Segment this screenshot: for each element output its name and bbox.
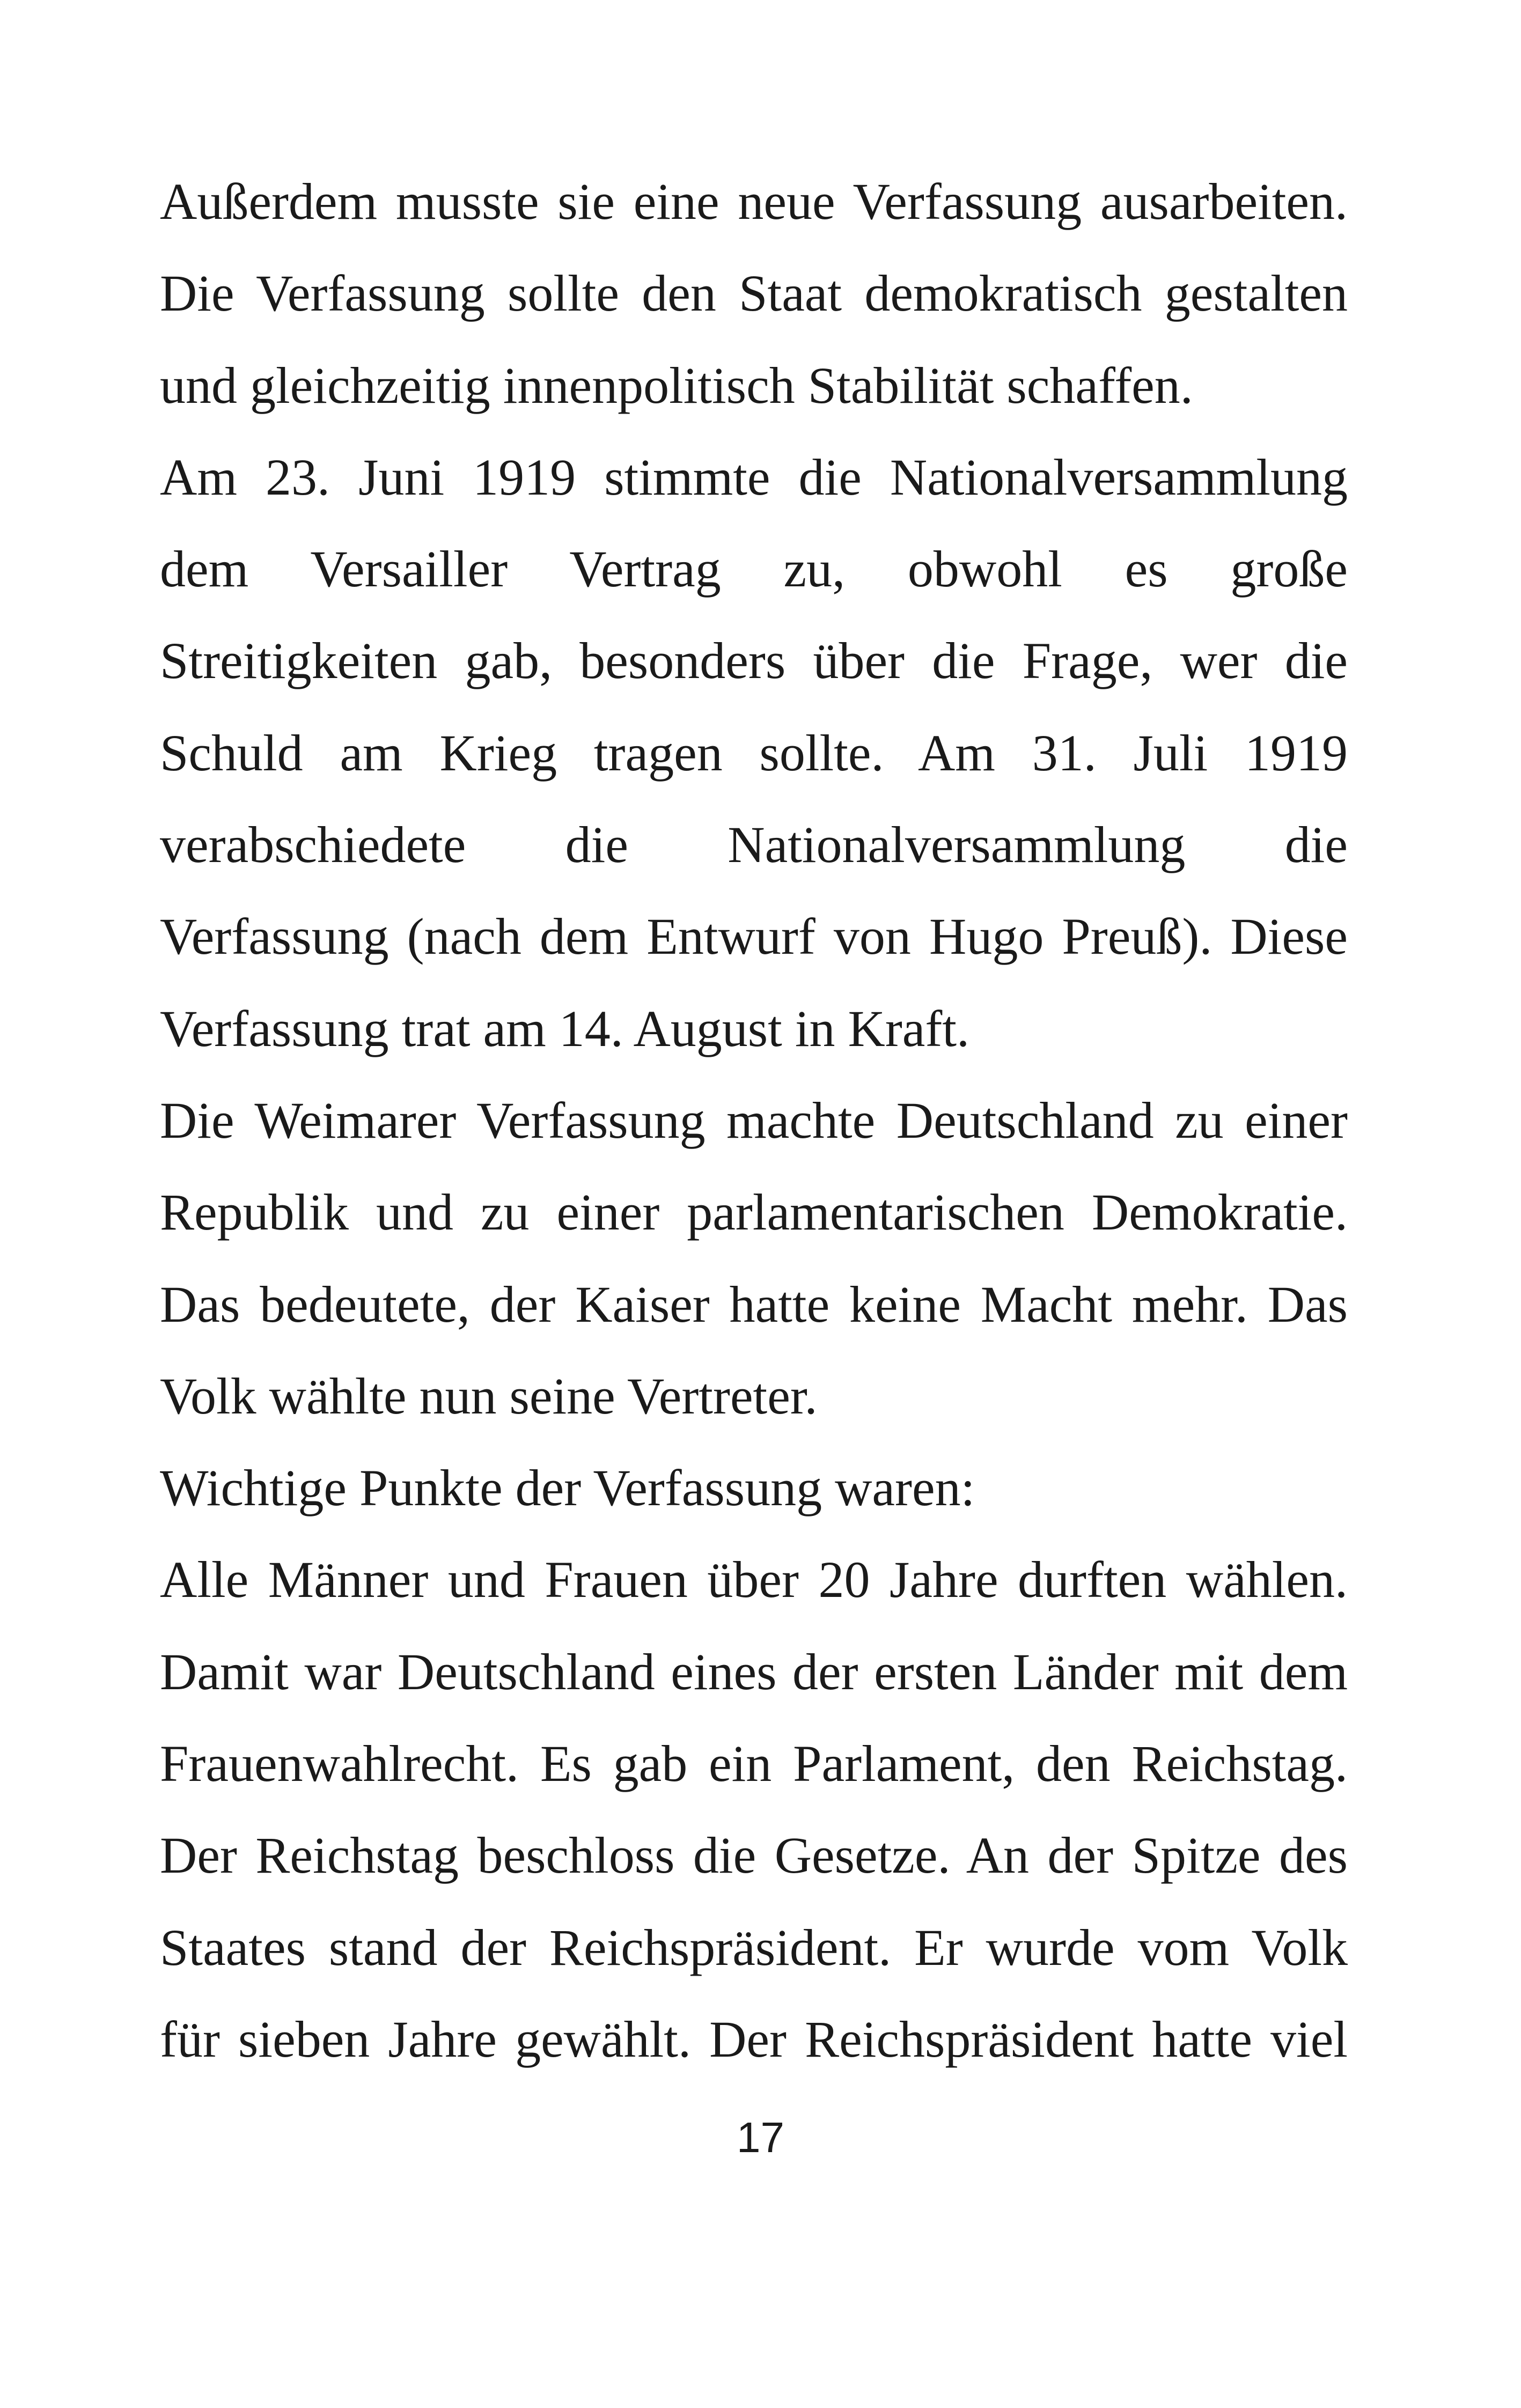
text-line: Republik und zu einer parlamentarischen Demokratie. [160,1183,1348,1241]
text-line: Das bedeutete, der Kaiser hatte keine Macht mehr. Das [160,1275,1348,1333]
text-line: Die Verfassung sollte den Staat demokratisch gestalten [160,264,1348,322]
text-line: Am 23. Juni 1919 stimmte die Nationalversammlung [160,448,1348,506]
text-line: Damit war Deutschland eines der ersten Länder mit dem [160,1643,1348,1700]
text-line: verabschiedete die Nationalversammlung die [160,816,1348,874]
text-line: Schuld am Krieg tragen sollte. Am 31. Juli 1919 [160,724,1348,782]
text-line: und gleichzeitig innenpolitisch Stabilität schaffen. [160,356,1193,414]
text-line: Außerdem musste sie eine neue Verfassung ausarbeiten. [160,173,1348,230]
text-line: dem Versailler Vertrag zu, obwohl es große [160,540,1348,598]
text-line: Volk wählte nun seine Vertreter. [160,1367,818,1425]
text-line: Streitigkeiten gab, besonders über die Frage, wer die [160,632,1348,690]
text-line: Der Reichstag beschloss die Gesetze. An der Spitze des [160,1827,1348,1884]
page-number: 17 [737,2114,784,2161]
text-line: Alle Männer und Frauen über 20 Jahre durften wählen. [160,1551,1348,1609]
text-line: für sieben Jahre gewählt. Der Reichspräsident hatte viel [160,2010,1348,2068]
text-line: Staates stand der Reichspräsident. Er wurde vom Volk [160,1918,1348,1976]
text-line: Frauenwahlrecht. Es gab ein Parlament, den Reichstag. [160,1735,1348,1793]
text-line: Verfassung trat am 14. August in Kraft. [160,999,970,1057]
text-line: Wichtige Punkte der Verfassung waren: [160,1459,975,1517]
text-line: Verfassung (nach dem Entwurf von Hugo Preuß). Diese [160,908,1348,966]
text-line: Die Weimarer Verfassung machte Deutschland zu einer [160,1091,1348,1149]
body-text [160,156,1348,2085]
